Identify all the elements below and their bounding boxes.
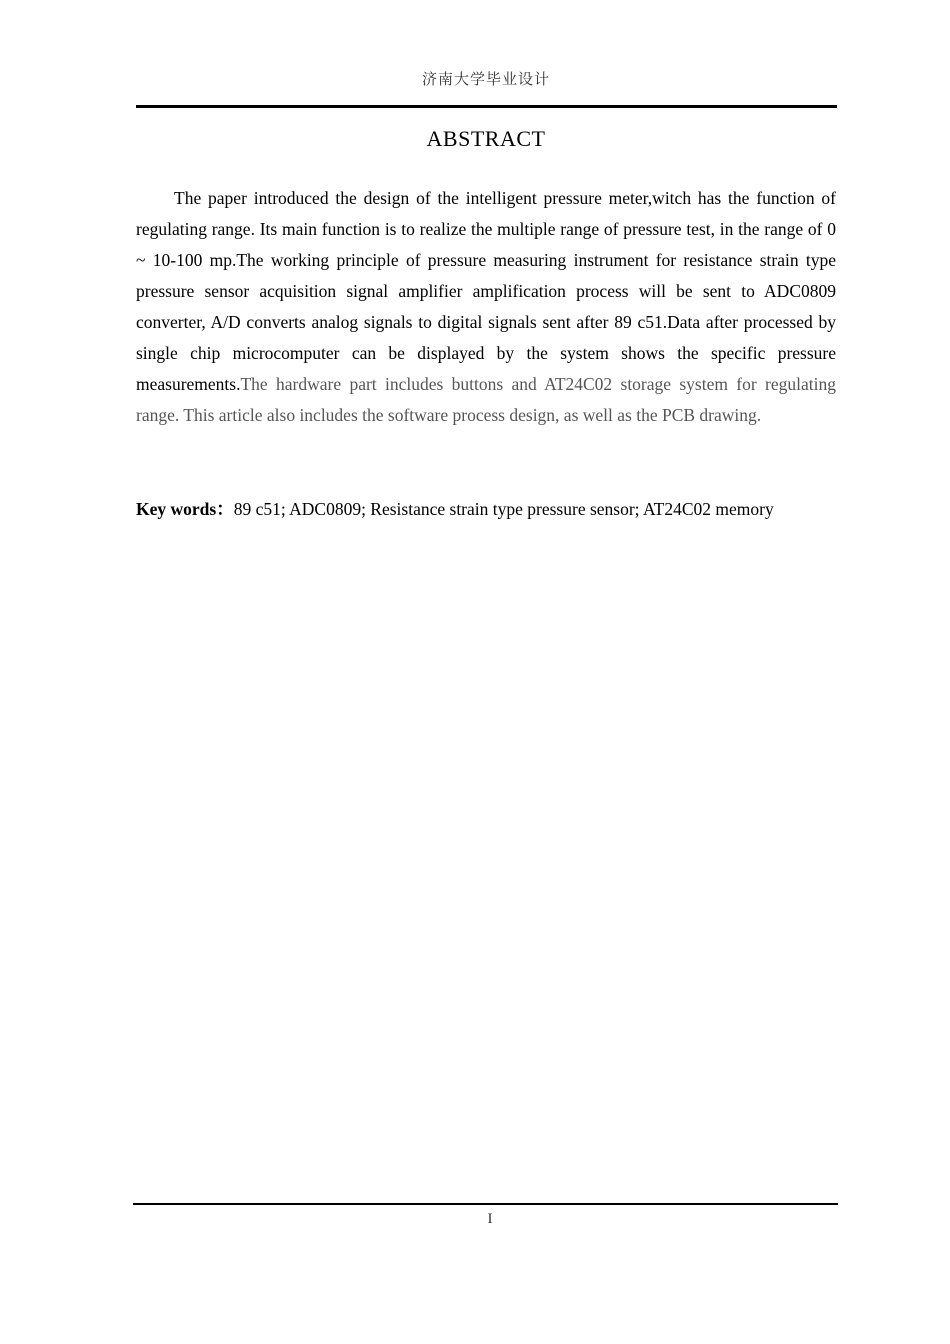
- header-divider: [136, 105, 837, 108]
- keywords-line: [136, 494, 846, 525]
- running-header: 济南大学毕业设计: [421, 70, 550, 88]
- keywords-label: Key words：: [136, 499, 234, 519]
- footer-divider: [133, 1203, 838, 1205]
- abstract-text-hardware: The hardware part includes buttons and AT24C02 storage system for regulating range. This article also includes the software process design, as well as the PCB drawing.: [136, 374, 836, 425]
- abstract-title: ABSTRACT: [426, 126, 546, 151]
- abstract-text-main: The paper introduced the design of the intelligent pressure meter,witch has the function of regulating range. Its main function is to realize the multiple range of pressure test, in the range of 0 ~ 10-100 mp.The working principle of pressure measuring instrument for resistance strain type pressure sensor acquisition signal amplifier amplification process will be sent to ADC0809 converter, A/D converts analog signals to digital signals sent after 89 c51.Data after processed by single chip microcomputer can be displayed by the system shows the specific pressure measurements.: [136, 188, 836, 394]
- page-number: I: [487, 1211, 493, 1227]
- abstract-paragraph: [136, 183, 836, 431]
- keywords-value: 89 c51; ADC0809; Resistance strain type pressure sensor; AT24C02 memory: [233, 499, 774, 519]
